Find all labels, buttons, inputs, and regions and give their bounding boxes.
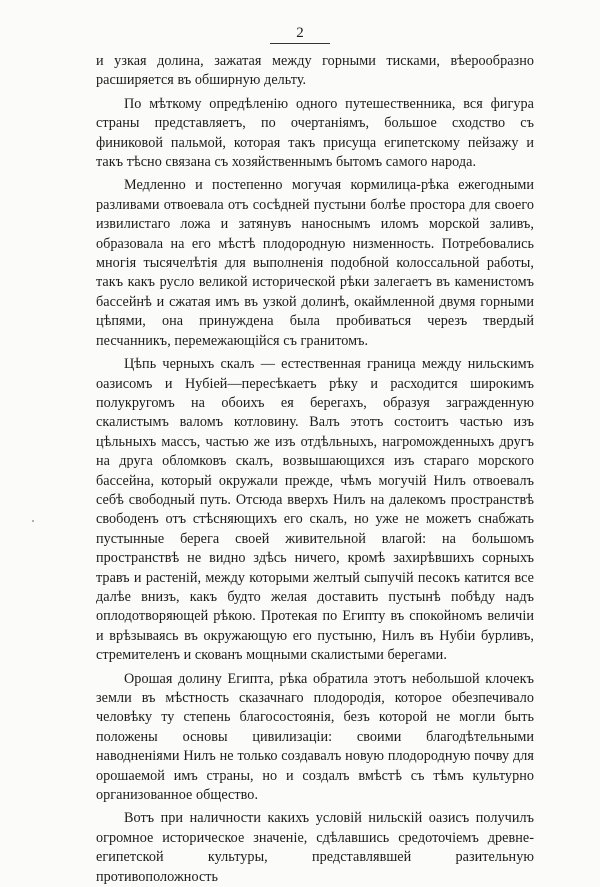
page-number: 2	[296, 25, 304, 41]
page-number-rule	[270, 43, 330, 44]
margin-speck	[32, 520, 34, 522]
paragraph-5: Орошая долину Египта, рѣка обратила этотъ небольшой клочекъ земли въ мѣстность сказачнаго плодородія, которое обезпечивало человѣку ту степень благосостоянія, безъ которой не могли быть положены основы цивилизаціи: своими благодѣтельными наводненіями Нилъ не только создавалъ новую плодородную почву для орошаемой имъ страны, но и создалъ вмѣстѣ съ тѣмъ культурно организованное общество.	[96, 670, 534, 804]
paragraph-6: Вотъ при наличности какихъ условій нильскій оазисъ получилъ огромное историческое значеніе, сдѣлавшись средоточіемъ древне-египетской культуры, представлявшей разительную противоположность	[96, 810, 534, 885]
paragraph-2: По мѣткому опредѣленію одного путешественника, вся фигура страны представляетъ, по очертаніямъ, большое сходство съ финиковой пальмой, которая такъ присуща египетскому пейзажу и такъ тѣсно связана съ хозяйственнымъ бытомъ самого народа.	[96, 95, 534, 171]
paragraph-3: Медленно и постепенно могучая кормилица-рѣка ежегодными разливами отвоевала отъ сосѣдней пустыни болѣе простора для своего извилистаго ложа и затянувъ наноснымъ иломъ морской заливъ, образовала на его мѣстѣ плодородную низменность. Потребовались многія тысячелѣтія для выполненія подобной колоссальной работы, такъ какъ русло великой исторической рѣки залегаетъ въ каменистомъ бассейнѣ и сжатая имъ въ узкой долинѣ, окаймленной двумя горными цѣпями, она принуждена была пробиваться черезъ твердый песчанникъ, перемежающійся съ гранитомъ.	[96, 177, 534, 349]
paragraph-1: и узкая долина, зажатая между горными тисками, вѣерообразно расширяется въ обширную дельту.	[96, 53, 534, 89]
paragraph-4: Цѣпь черныхъ скалъ — естественная граница между нильскимъ оазисомъ и Нубіей—пересѣкаетъ рѣку и расходится широкимъ полукругомъ на обоихъ ея берегахъ, образуя загражденную скалистымъ валомъ котловину. Валъ этотъ состоитъ частью изъ цѣльныхъ массъ, частью же изъ отдѣльныхъ, нагроможденныхъ другъ на друга обломковъ скалъ, возвышающихся изъ стараго морского бассейна, который окружали прежде, чѣмъ могучій Нилъ отвоевалъ себѣ свободный путь. Отсюда вверхъ Нилъ на далекомъ пространствѣ свободенъ отъ стѣсняющихъ его скалъ, но уже не можетъ снабжать пустынные берега своей живительной влагой: на большомъ пространствѣ не видно здѣсь ничего, кромѣ захирѣвшихъ сорныхъ травъ и растеній, между которыми желтый сыпучій песокъ катится все далѣе внизъ, какъ будто желая доставить пустынѣ побѣду надъ оплодотворяющей рѣкою. Протекая по Египту въ спокойномъ величіи и врѣзываясь въ окружающую его пустыню, Нилъ въ Нубіи бурливъ, стремителенъ и скованъ мощными скалистыми берегами.	[96, 356, 534, 664]
